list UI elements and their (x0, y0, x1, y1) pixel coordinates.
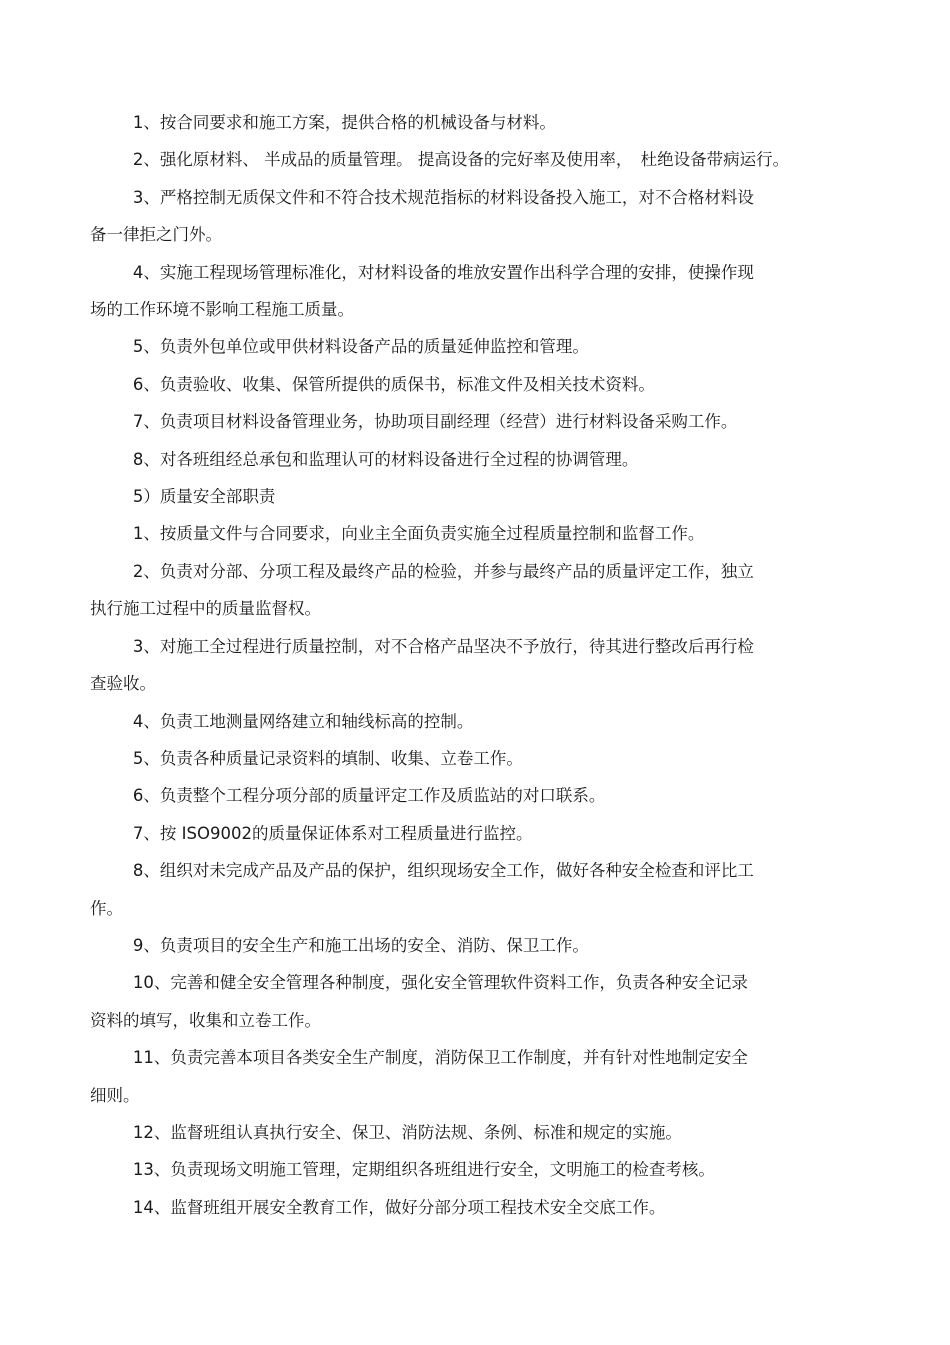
paragraph (90, 628, 850, 703)
text-line: 执行施工过程中的质量监督权。 (90, 599, 321, 619)
paragraph (90, 703, 850, 740)
paragraph (90, 815, 850, 852)
text-line: 2、负责对分部、分项工程及最终产品的检验，并参与最终产品的质量评定工作，独立 (132, 561, 754, 581)
paragraph (90, 1151, 850, 1188)
paragraph (90, 141, 850, 178)
paragraph (90, 740, 850, 777)
text-line: 14、监督班组开展安全教育工作，做好分部分项工程技术安全交底工作。 (132, 1197, 666, 1217)
text-line: 场的工作环境不影响工程施工质量。 (90, 300, 354, 320)
text-line: 8、组织对未完成产品及产品的保护，组织现场安全工作，做好各种安全检查和评比工 (132, 861, 754, 881)
text-line: 资料的填写，收集和立卷工作。 (90, 1010, 321, 1030)
text-line: 10、完善和健全安全管理各种制度，强化安全管理软件资料工作，负责各种安全记录 (132, 973, 748, 993)
text-line: 9、负责项目的安全生产和施工出场的安全、消防、保卫工作。 (132, 935, 589, 955)
text-line: 5）质量安全部职责 (132, 487, 276, 507)
paragraph (90, 179, 850, 254)
text-line: 8、对各班组经总承包和监理认可的材料设备进行全过程的协调管理。 (132, 449, 639, 469)
text-line: 2、强化原材料、 半成品的质量管理。 提高设备的完好率及使用率， 杜绝设备带病运行。 (132, 150, 790, 170)
paragraph (90, 254, 850, 329)
paragraph (90, 852, 850, 927)
text-line: 4、负责工地测量网络建立和轴线标高的控制。 (132, 711, 474, 731)
text-line: 5、负责外包单位或甲供材料设备产品的质量延伸监控和管理。 (132, 337, 589, 357)
text-line: 1、按合同要求和施工方案，提供合格的机械设备与材料。 (132, 113, 556, 132)
text-line: 7、负责项目材料设备管理业务，协助项目副经理（经营）进行材料设备采购工作。 (132, 412, 738, 432)
text-line: 备一律拒之门外。 (90, 225, 222, 245)
text-line: 查验收。 (90, 674, 156, 694)
text-line: 11、负责完善本项目各类安全生产制度，消防保卫工作制度，并有针对性地制定安全 (132, 1048, 748, 1068)
paragraph (90, 1039, 850, 1114)
paragraph (90, 478, 850, 515)
text-line: 4、实施工程现场管理标准化，对材料设备的堆放安置作出科学合理的安排，使操作现 (132, 262, 754, 282)
text-line: 作。 (90, 898, 123, 918)
paragraph (90, 777, 850, 814)
text-line: 6、负责验收、收集、保管所提供的质保书，标准文件及相关技术资料。 (132, 374, 655, 394)
text-line: 3、对施工全过程进行质量控制，对不合格产品坚决不予放行，待其进行整改后再行检 (132, 636, 754, 656)
paragraph (90, 1114, 850, 1151)
paragraph (90, 441, 850, 478)
paragraph (90, 553, 850, 628)
paragraph (90, 927, 850, 964)
text-line: 7、按 ISO9002的质量保证体系对工程质量进行监控。 (132, 823, 533, 843)
document-body (90, 104, 850, 1226)
paragraph (90, 366, 850, 403)
paragraph (90, 515, 850, 552)
text-line: 5、负责各种质量记录资料的填制、收集、立卷工作。 (132, 748, 523, 768)
text-line: 12、监督班组认真执行安全、保卫、消防法规、条例、标准和规定的实施。 (132, 1122, 682, 1142)
text-line: 13、负责现场文明施工管理，定期组织各班组进行安全，文明施工的检查考核。 (132, 1160, 715, 1180)
paragraph (90, 403, 850, 440)
paragraph (90, 1189, 850, 1226)
text-line: 细则。 (90, 1085, 140, 1105)
paragraph (90, 104, 850, 141)
text-line: 3、严格控制无质保文件和不符合技术规范指标的材料设备投入施工，对不合格材料设 (132, 187, 754, 207)
text-line: 6、负责整个工程分项分部的质量评定工作及质监站的对口联系。 (132, 786, 606, 806)
paragraph (90, 328, 850, 365)
text-line: 1、按质量文件与合同要求，向业主全面负责实施全过程质量控制和监督工作。 (132, 524, 705, 544)
paragraph (90, 964, 850, 1039)
